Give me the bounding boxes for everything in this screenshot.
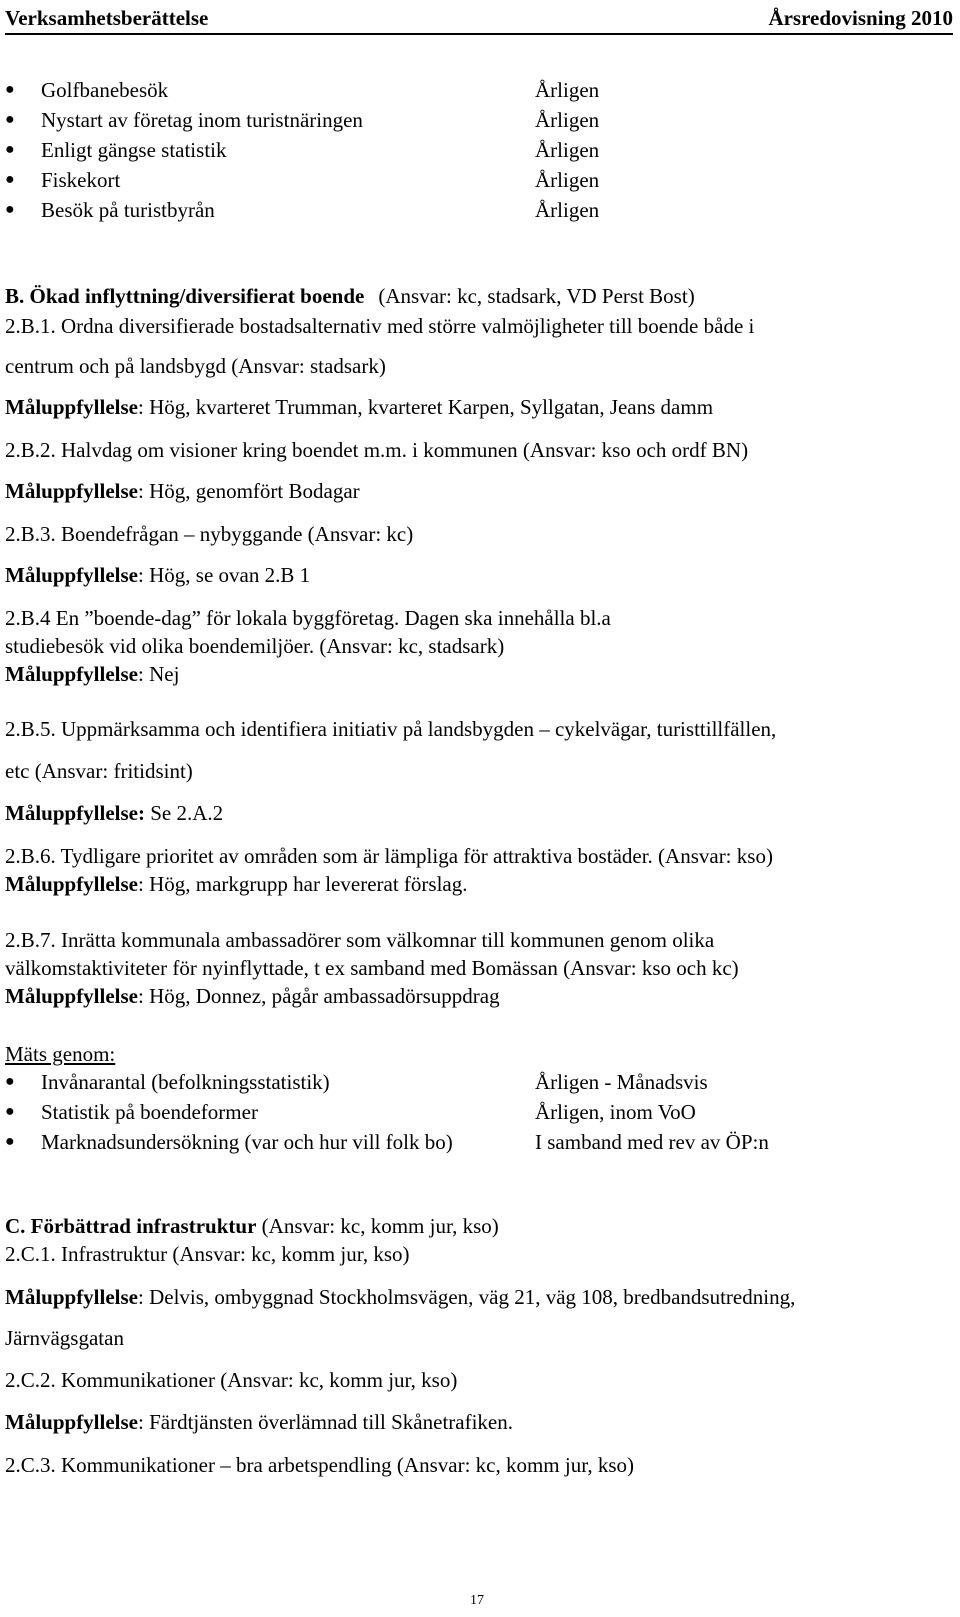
b1-title-cont: centrum och på landsbygd (Ansvar: stadsark) <box>5 354 386 378</box>
list-item-label: Nystart av företag inom turistnäringen <box>41 108 363 132</box>
c2-title: 2.C.2. Kommunikationer (Ansvar: kc, komm jur, kso) <box>5 1368 458 1392</box>
c1-title: 2.C.1. Infrastruktur (Ansvar: kc, komm jur, kso) <box>5 1242 410 1266</box>
b3-goal <box>5 561 310 589</box>
b1-title: 2.B.1. Ordna diversifierade bostadsalternativ med större valmöjligheter till boende både i <box>5 314 755 338</box>
section-b-heading <box>5 282 695 310</box>
b6-title: 2.B.6. Tydligare prioritet av områden som är lämpliga för attraktiva bostäder. (Ansvar: kso) <box>5 844 773 868</box>
section-c-responsible: (Ansvar: kc, komm jur, kso) <box>256 1214 499 1238</box>
list-item-label: Marknadsundersökning (var och hur vill folk bo) <box>41 1130 453 1154</box>
header-divider <box>5 33 953 35</box>
goal-label: Måluppfyllelse <box>5 984 139 1008</box>
b5-goal <box>5 799 223 827</box>
list-item-value: Årligen, inom VoO <box>535 1100 696 1124</box>
bullet-icon: ● <box>5 201 15 218</box>
b7-title-cont: välkomstaktiviteter för nyinflyttade, t ex samband med Bomässan (Ansvar: kso och kc) <box>5 956 739 980</box>
list-item-label: Invånarantal (befolkningsstatistik) <box>41 1070 330 1094</box>
goal-text: : Hög, Donnez, pågår ambassadörsuppdrag <box>138 984 500 1008</box>
list-item-value: Årligen - Månadsvis <box>535 1070 708 1094</box>
b4-title: 2.B.4 En ”boende-dag” för lokala byggföretag. Dagen ska innehålla bl.a <box>5 606 611 630</box>
list-item-label: Besök på turistbyrån <box>41 198 215 222</box>
section-c-heading <box>5 1212 499 1240</box>
goal-label: Måluppfyllelse <box>5 662 139 686</box>
b5-title-cont: etc (Ansvar: fritidsint) <box>5 759 193 783</box>
goal-label: Måluppfyllelse <box>5 563 139 587</box>
goal-label: Måluppfyllelse: <box>5 801 145 825</box>
c1-goal-cont: Järnvägsgatan <box>5 1326 124 1350</box>
goal-text: Se 2.A.2 <box>145 801 224 825</box>
bullet-icon: ● <box>5 1073 15 1090</box>
list-item-value: Årligen <box>535 168 600 192</box>
section-c-title: C. Förbättrad infrastruktur <box>5 1214 257 1238</box>
bullet-icon: ● <box>5 111 15 128</box>
goal-label: Måluppfyllelse <box>5 872 139 896</box>
section-b-responsible: (Ansvar: kc, stadsark, VD Perst Bost) <box>378 284 695 308</box>
header-title-left: Verksamhetsberättelse <box>5 6 209 30</box>
bullet-icon: ● <box>5 1133 15 1150</box>
bullet-icon: ● <box>5 171 15 188</box>
list-item-value: Årligen <box>535 138 600 162</box>
goal-text: : Hög, se ovan 2.B 1 <box>138 563 311 587</box>
list-item-label: Statistik på boendeformer <box>41 1100 258 1124</box>
c1-goal <box>5 1283 795 1311</box>
goal-label: Måluppfyllelse <box>5 1285 139 1309</box>
b2-goal <box>5 477 360 505</box>
b3-title: 2.B.3. Boendefrågan – nybyggande (Ansvar: kc) <box>5 522 414 546</box>
b7-goal <box>5 982 500 1010</box>
b1-goal <box>5 393 713 421</box>
page-number: 17 <box>470 1593 484 1608</box>
goal-label: Måluppfyllelse <box>5 479 139 503</box>
b4-goal <box>5 660 179 688</box>
goal-label: Måluppfyllelse <box>5 1410 139 1434</box>
header-title-right: Årsredovisning 2010 <box>768 6 953 30</box>
page-header <box>5 4 953 32</box>
bullet-icon: ● <box>5 1103 15 1120</box>
b2-title: 2.B.2. Halvdag om visioner kring boendet m.m. i kommunen (Ansvar: kso och ordf BN) <box>5 438 749 462</box>
goal-text: : Färdtjänsten överlämnad till Skånetrafiken. <box>138 1410 513 1434</box>
goal-text: : Hög, markgrupp har levererat förslag. <box>138 872 468 896</box>
b7-title: 2.B.7. Inrätta kommunala ambassadörer som välkomnar till kommunen genom olika <box>5 928 715 952</box>
b6-goal <box>5 870 467 898</box>
goal-text: : Delvis, ombyggnad Stockholmsvägen, väg 21, väg 108, bredbandsutredning, <box>138 1285 796 1309</box>
bullet-icon: ● <box>5 81 15 98</box>
list-item-label: Fiskekort <box>41 168 121 192</box>
list-item-value: Årligen <box>535 78 600 102</box>
list-item-label: Golfbanebesök <box>41 78 169 102</box>
b4-title-cont: studiebesök vid olika boendemiljöer. (Ansvar: kc, stadsark) <box>5 634 505 658</box>
c3-title: 2.C.3. Kommunikationer – bra arbetspendling (Ansvar: kc, komm jur, kso) <box>5 1453 635 1477</box>
goal-text: : Nej <box>138 662 180 686</box>
list-item-value: Årligen <box>535 198 600 222</box>
bullet-icon: ● <box>5 141 15 158</box>
goal-text: : Hög, kvarteret Trumman, kvarteret Karpen, Syllgatan, Jeans damm <box>138 395 714 419</box>
list-item-value: I samband med rev av ÖP:n <box>535 1130 769 1154</box>
section-b-title: B. Ökad inflyttning/diversifierat boende <box>5 284 365 308</box>
goal-label: Måluppfyllelse <box>5 395 139 419</box>
list-item-label: Enligt gängse statistik <box>41 138 227 162</box>
list-item-value: Årligen <box>535 108 600 132</box>
measure-heading: Mäts genom: <box>5 1042 116 1066</box>
b5-title: 2.B.5. Uppmärksamma och identifiera initiativ på landsbygden – cykelvägar, turisttillfällen, <box>5 717 777 741</box>
goal-text: : Hög, genomfört Bodagar <box>138 479 360 503</box>
c2-goal <box>5 1408 513 1436</box>
